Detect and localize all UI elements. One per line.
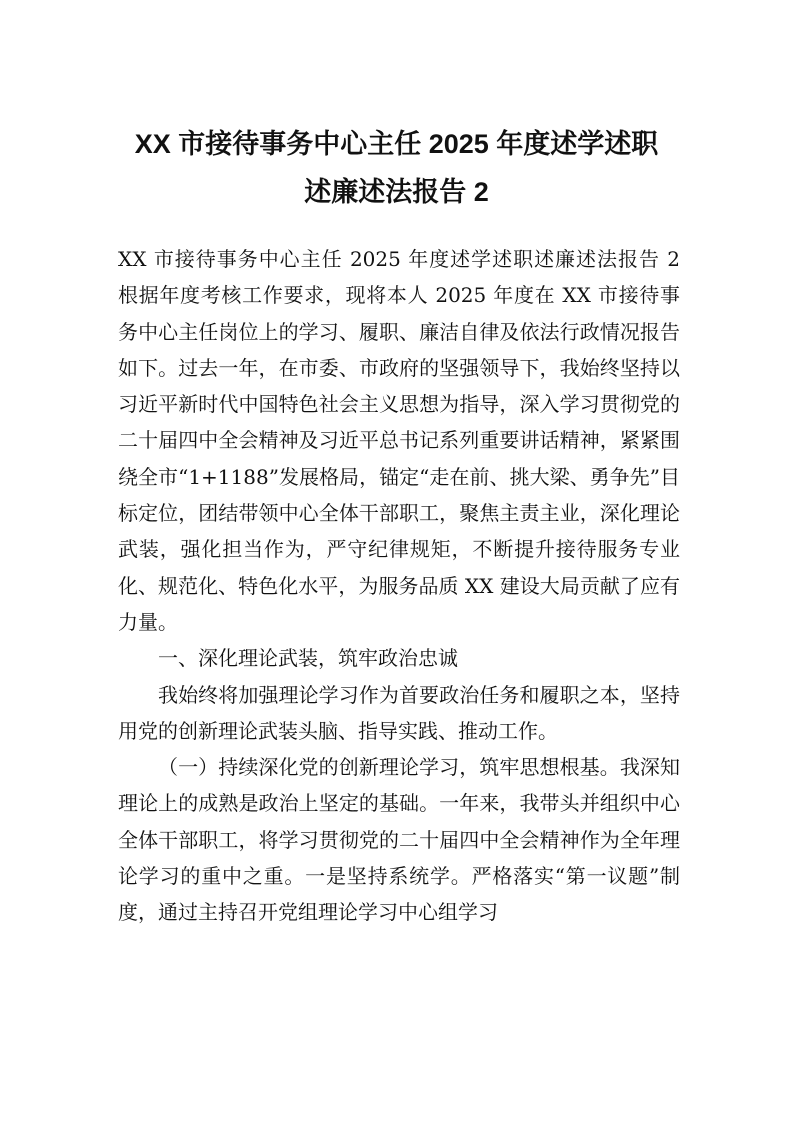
subsection-1-paragraph: （一）持续深化党的创新理论学习，筑牢思想根基。我深知理论上的成熟是政治上坚定的基础。一年来，我带头并组织中心全体干部职工，将学习贯彻党的二十届四中全会精神作为全年理论学习的重中之重。一是坚持系统学。严格落实“第一议题”制度，通过主持召开党组理论学习中心组学习 [118, 755, 680, 925]
section-heading-1: 一、深化理论武装，筑牢政治忠诚 [158, 646, 458, 671]
document-title-line-2: 述廉述法报告 2 [304, 177, 489, 207]
document-title-line-1: XX 市接待事务中心主任 2025 年度述学述职 [134, 129, 659, 159]
document-body [118, 241, 680, 931]
intro-paragraph: XX 市接待事务中心主任 2025 年度述学述职述廉述法报告 2 根据年度考核工作要求，现将本人 2025 年度在 XX 市接待事务中心主任岗位上的学习、履职、廉洁自律及依法行政情况报告如下。过去一年，在市委、市政府的坚强领导下，我始终坚持以习近平新时代中国特色社会主义思想为指导，深入学习贯彻党的二十届四中全会精神及习近平总书记系列重要讲话精神，紧紧围绕全市“1+1188”发展格局，锚定“走在前、挑大梁、勇争先”目标定位，团结带领中心全体干部职工，聚焦主责主业，深化理论武装，强化担当作为，严守纪律规矩，不断提升接待服务专业化、规范化、特色化水平，为服务品质 XX 建设大局贡献了应有力量。 [118, 247, 680, 634]
section-1-paragraph: 我始终将加强理论学习作为首要政治任务和履职之本，坚持用党的创新理论武装头脑、指导实践、推动工作。 [118, 682, 680, 743]
